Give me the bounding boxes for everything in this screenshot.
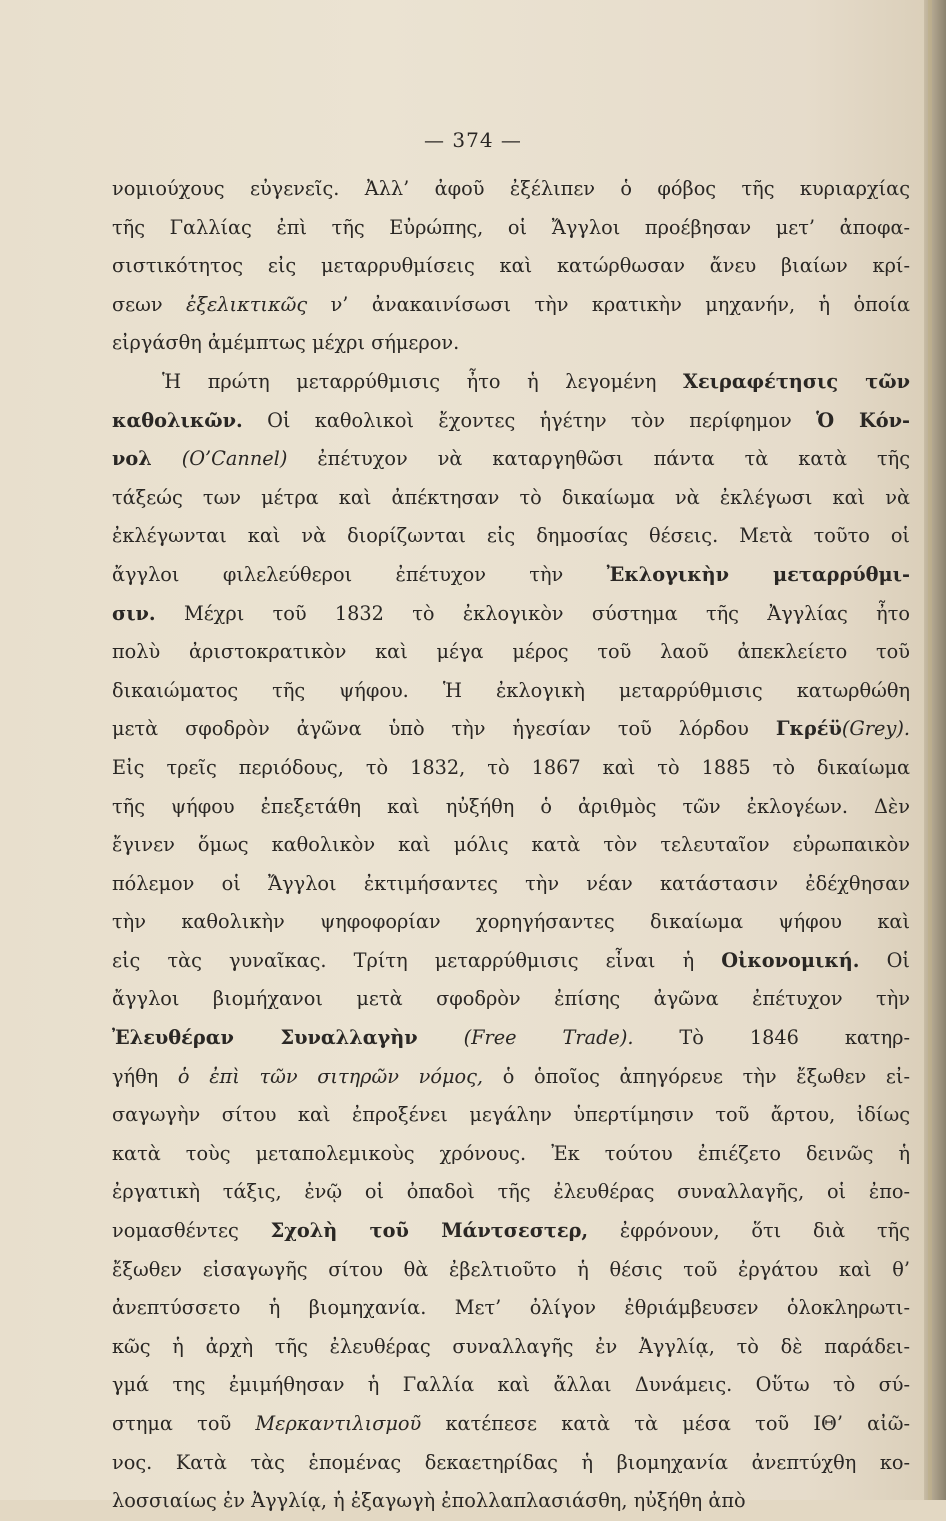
- text-run: σαγωγὴν σίτου καὶ ἐπροξένει μεγάλην ὑπερτίμησιν τοῦ ἄρτου, ἰδίως: [112, 1103, 910, 1127]
- text-line: [112, 595, 910, 634]
- text-line: [112, 749, 910, 788]
- text-run: τῆς ψήφου ἐπεξετάθη καὶ ηὐξήθη ὁ ἀριθμὸς τῶν ἐκλογέων. Δὲν: [112, 794, 910, 818]
- italic-term: (Free Trade).: [417, 1026, 634, 1050]
- text-line: [112, 556, 910, 595]
- text-run: ἐκλέγωνται καὶ νὰ διορίζωνται εἰς δημοσίας θέσεις. Μετὰ τοῦτο οἱ: [112, 524, 910, 548]
- text-run: Τὸ 1846 κατηρ-: [633, 1026, 910, 1050]
- body-text: [112, 170, 910, 1521]
- text-run: πολὺ ἀριστοκρατικὸν καὶ μέγα μέρος τοῦ λαοῦ ἀπεκλείετο τοῦ: [112, 640, 910, 664]
- text-line: [112, 479, 910, 518]
- text-line: [112, 1444, 910, 1483]
- text-run: ἄγγλοι βιομήχανοι μετὰ σφοδρὸν ἐπίσης ἀγῶνα ἐπέτυχον τὴν: [112, 987, 910, 1011]
- text-line: [112, 1212, 910, 1251]
- text-run: τάξεώς των μέτρα καὶ ἀπέκτησαν τὸ δικαίωμα νὰ ἐκλέγωσι καὶ νὰ: [112, 485, 910, 509]
- bold-term: νολ: [112, 447, 152, 471]
- italic-term: (O’Cannel): [151, 447, 288, 471]
- italic-term: ἐξελικτικῶς: [186, 292, 308, 316]
- text-run: τῆς Γαλλίας ἐπὶ τῆς Εὐρώπης, οἱ Ἄγγλοι προέβησαν μετ’ ἀποφα-: [112, 215, 910, 239]
- text-line: [112, 710, 910, 749]
- text-line: [112, 980, 910, 1019]
- text-line: [112, 1096, 910, 1135]
- text-line: [112, 633, 910, 672]
- text-line: [112, 1173, 910, 1212]
- italic-term: Μερκαντιλισμοῦ: [255, 1412, 422, 1435]
- text-run: λοσσιαίως ἐν Ἀγγλίᾳ, ἡ ἐξαγωγὴ ἐπολλαπλασιάσθη, ηὐξήθη ἀπὸ: [112, 1489, 746, 1513]
- text-line: [112, 286, 910, 325]
- text-line: [112, 209, 910, 248]
- text-line: [112, 826, 910, 865]
- text-line: [112, 517, 910, 556]
- text-line: [112, 1289, 910, 1328]
- text-line: [112, 788, 910, 827]
- bold-term: καθολικῶν.: [112, 408, 243, 432]
- text-run: κατέπεσε κατὰ τὰ μέσα τοῦ ΙΘ’ αἰῶ-: [421, 1412, 910, 1435]
- text-run: ἔγινεν ὅμως καθολικὸν καὶ μόλις κατὰ τὸν τελευταῖον εὐρωπαικὸν: [112, 833, 910, 857]
- text-run: εἰργάσθη ἀμέμπτως μέχρι σήμερον.: [112, 331, 460, 355]
- text-line: [112, 324, 910, 363]
- bold-term: Χειραφέτησις τῶν: [682, 369, 910, 393]
- text-run: Μέχρι τοῦ 1832 τὸ ἐκλογικὸν σύστημα τῆς Ἀγγλίας ἦτο: [155, 601, 910, 625]
- bold-term: Γκρέϋ: [775, 717, 842, 741]
- text-line: [112, 1482, 910, 1521]
- text-run: κῶς ἡ ἀρχὴ τῆς ἐλευθέρας συναλλαγῆς ἐν Ἀγγλίᾳ, τὸ δὲ παράδει-: [112, 1334, 910, 1358]
- text-line: [112, 363, 910, 402]
- italic-term: ὁ ἐπὶ τῶν σιτηρῶν νόμος,: [177, 1064, 484, 1088]
- text-run: ἔξωθεν εἰσαγωγῆς σίτου θὰ ἐβελτιοῦτο ἡ θέσις τοῦ ἐργάτου καὶ θ’: [112, 1257, 910, 1281]
- text-run: εἰς τὰς γυναῖκας. Τρίτη μεταρρύθμισις εἶναι ἡ: [112, 948, 722, 972]
- bold-term: Σχολὴ τοῦ Μάντσεστερ,: [270, 1219, 589, 1243]
- bold-term: Ἐλευθέραν Συναλλαγὴν: [112, 1026, 418, 1050]
- text-line: [112, 247, 910, 286]
- bold-term: Ἐκλογικὴν μεταρρύθμι-: [606, 562, 910, 586]
- text-run: δικαιώματος τῆς ψήφου. Ἡ ἐκλογικὴ μεταρρύθμισις κατωρθώθη: [112, 678, 910, 702]
- text-run: γήθη: [112, 1064, 178, 1088]
- text-line: [112, 1405, 910, 1444]
- text-run: στημα τοῦ: [112, 1412, 256, 1435]
- text-line: [112, 1135, 910, 1174]
- text-line: [112, 170, 910, 209]
- text-line: [112, 865, 910, 904]
- text-run: ἐπέτυχον νὰ καταργηθῶσι πάντα τὰ κατὰ τῆς: [287, 447, 910, 471]
- text-line: [112, 1058, 910, 1097]
- text-run: σιστικότητος εἰς μεταρρυθμίσεις καὶ κατώρθωσαν ἄνευ βιαίων κρί-: [112, 254, 910, 278]
- text-run: ἀνεπτύσσετο ἡ βιομηχανία. Μετ’ ὀλίγον ἐθριάμβευσεν ὁλοκληρωτι-: [112, 1296, 910, 1320]
- text-run: μετὰ σφοδρὸν ἀγῶνα ὑπὸ τὴν ἡγεσίαν τοῦ λόρδου: [112, 717, 776, 741]
- text-run: ἐργατικὴ τάξις, ἐνῷ οἱ ὀπαδοὶ τῆς ἐλευθέρας συναλλαγῆς, οἱ ἐπο-: [112, 1180, 910, 1204]
- text-run: Εἰς τρεῖς περιόδους, τὸ 1832, τὸ 1867 καὶ τὸ 1885 τὸ δικαίωμα: [112, 755, 910, 779]
- text-run: νομασθέντες: [112, 1219, 271, 1243]
- italic-term: (Grey).: [841, 717, 910, 741]
- text-run: γμά της ἐμιμήθησαν ἡ Γαλλία καὶ ἄλλαι Δυνάμεις. Οὕτω τὸ σύ-: [112, 1373, 910, 1397]
- text-run: ὁ ὁποῖος ἀπηγόρευε τὴν ἔξωθεν εἰ-: [483, 1064, 910, 1088]
- text-line: [112, 903, 910, 942]
- text-line: [112, 672, 910, 711]
- text-line: [112, 440, 910, 479]
- text-line: [112, 1251, 910, 1290]
- text-run: τὴν καθολικὴν ψηφοφορίαν χορηγήσαντες δικαίωμα ψήφου καὶ: [112, 910, 910, 934]
- text-run: κατὰ τοὺς μεταπολεμικοὺς χρόνους. Ἐκ τούτου ἐπιέζετο δεινῶς ἡ: [112, 1141, 910, 1165]
- text-line: [112, 942, 910, 981]
- text-run: Οἱ: [859, 948, 910, 972]
- text-run: ἄγγλοι φιλελεύθεροι ἐπέτυχον τὴν: [112, 562, 607, 586]
- text-run: Οἱ καθολικοὶ ἔχοντες ἡγέτην τὸν περίφημον: [242, 408, 817, 432]
- text-line: [112, 402, 910, 441]
- text-run: σεων: [112, 292, 187, 316]
- text-line: [112, 1366, 910, 1405]
- text-run: Ἡ πρώτη μεταρρύθμισις ἦτο ἡ λεγομένη: [162, 369, 683, 393]
- text-line: [112, 1328, 910, 1367]
- text-run: νομιούχους εὐγενεῖς. Ἀλλ’ ἀφοῦ ἐξέλιπεν ὁ φόβος τῆς κυριαρχίας: [112, 177, 910, 200]
- text-line: [112, 1019, 910, 1058]
- bold-term: Οἰκονομική.: [721, 948, 860, 972]
- text-run: νος. Κατὰ τὰς ἑπομένας δεκαετηρίδας ἡ βιομηχανία ἀνεπτύχθη κο-: [112, 1450, 910, 1474]
- page-number: — 374 —: [424, 128, 522, 152]
- text-run: ν’ ἀνακαινίσωσι τὴν κρατικὴν μηχανήν, ἡ ὁποία: [307, 292, 910, 316]
- bold-term: Ὁ Κόν-: [816, 408, 911, 432]
- page-edge-strip: [928, 0, 932, 1500]
- text-run: ἐφρόνουν, ὅτι διὰ τῆς: [588, 1219, 910, 1243]
- bold-term: σιν.: [112, 601, 156, 625]
- text-run: πόλεμον οἱ Ἄγγλοι ἐκτιμήσαντες τὴν νέαν κατάστασιν ἐδέχθησαν: [112, 871, 910, 895]
